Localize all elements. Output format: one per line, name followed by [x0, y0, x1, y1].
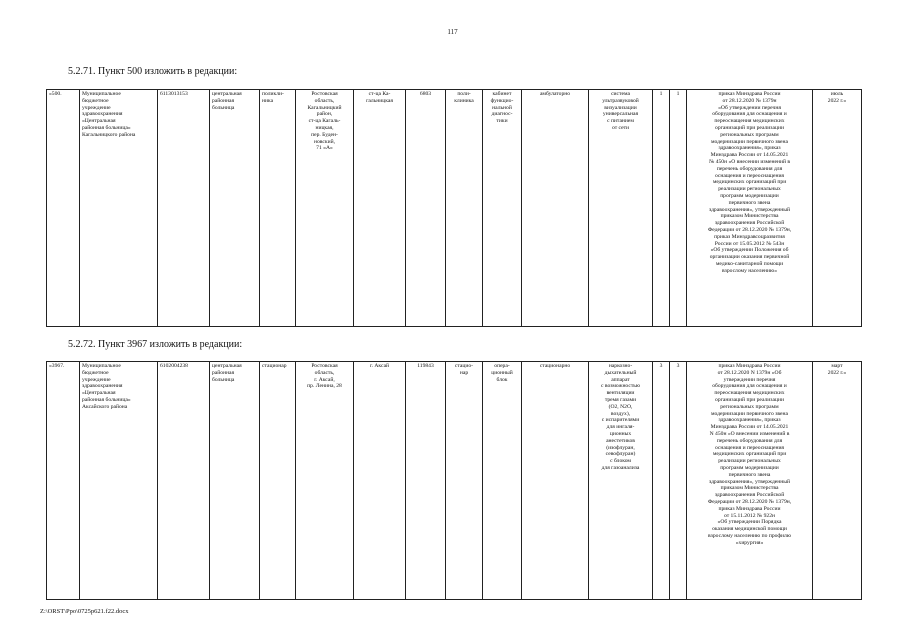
- entry-table: [46, 361, 862, 600]
- inn-code: 6102004238: [158, 362, 210, 600]
- table-row: [47, 362, 862, 600]
- legal-basis: приказ Минздрава России от 28.12.2020 N 1379н «Об утверждении перечня оборудования для оснащения и переоснащения медицинских организаций при реализации региональных программ модернизации первичного звена здравоохранения», приказ Минздрава России от 14.05.2021 N 450н «О внесении изменений в перечень оборудования для оснащения и переоснащения медицинских организаций при реализации региональных программ модернизации первичного звена здравоохранения», утвержденный приказом Министерства здравоохранения Российской Федерации от 28.12.2020 № 1379н, приказ Минздрава России от 15.11.2012 № 922н «Об утверждении Порядка оказания медицинской помощи взрослому населению по профилю «хирургия»: [687, 362, 813, 600]
- organization-type: центральная районная больница: [210, 362, 260, 600]
- locality: ст-ца Ка- гальницкая: [354, 90, 406, 327]
- subdivision: стационар: [260, 362, 296, 600]
- legal-basis: приказ Минздрава России от 28.12.2020 № 1379н «Об утверждении перечня оборудования для оснащения и переоснащения медицинских организаций при реализации региональных программ модернизации первичного звена здравоохранения», приказ Минздрава России от 14.05.2021 № 450н «О внесении изменений в перечень оборудования для оснащения и переоснащения медицинских организаций при реализации региональных программ модернизации первичного звена здравоохранения», утвержденный приказом Министерства здравоохранения Российской Федерации от 28.12.2020 № 1379н, приказ Минздравсоцразвития России от 15.05.2012 № 543н «Об утверждении Положения об организации оказания первичной медико-санитарной помощи взрослому населению»: [687, 90, 813, 327]
- equipment: наркозно- дыхательный аппарат с возможностью вентиляции тремя газами (O2, N2O, воздух), с испарителями для ингаля- ционных анестетиков (изофлуран, севофлуран) с блоком для газоанализа: [589, 362, 653, 600]
- quantity-1: 1: [653, 90, 670, 327]
- care-condition: амбулаторно: [522, 90, 589, 327]
- department: поли- клиника: [446, 90, 483, 327]
- care-condition: стационарно: [522, 362, 589, 600]
- file-path-footer: Z:\ORST\Ppo\0725p621.f22.docx: [40, 608, 129, 615]
- organization-type: центральная районная больница: [210, 90, 260, 327]
- address: Ростовская область, г. Аксай, пр. Ленина, 28: [296, 362, 354, 600]
- quantity-2: 3: [670, 362, 687, 600]
- organization-name: Муниципальное бюджетное учреждение здравоохранения «Центральная районная больница» Аксайского района: [80, 362, 158, 600]
- section-heading: 5.2.72. Пункт 3967 изложить в редакции:: [68, 339, 243, 350]
- deadline: март 2022 г.»: [813, 362, 862, 600]
- entry-number: «500.: [47, 90, 80, 327]
- table-row: [47, 90, 862, 327]
- equipment: система ультразвуковой визуализации универсальная с питанием от сети: [589, 90, 653, 327]
- address: Ростовская область, Кагальницкий район, ст-ца Кагаль- ницкая, пер. Буден- новский, 71 «А»: [296, 90, 354, 327]
- entry-table: [46, 89, 862, 327]
- code-index: 6803: [406, 90, 446, 327]
- entry-number: «3967.: [47, 362, 80, 600]
- department: стацио- нар: [446, 362, 483, 600]
- room: опера- ционный блок: [483, 362, 522, 600]
- room: кабинет функцио- нальной диагнос- тики: [483, 90, 522, 327]
- deadline: июль 2022 г.»: [813, 90, 862, 327]
- code-index: 119843: [406, 362, 446, 600]
- page-number: 117: [447, 28, 458, 36]
- organization-name: Муниципальное бюджетное учреждение здравоохранения «Центральная районная больница» Кагальницкого района: [80, 90, 158, 327]
- inn-code: 6113013153: [158, 90, 210, 327]
- quantity-1: 3: [653, 362, 670, 600]
- subdivision: поликли- ника: [260, 90, 296, 327]
- quantity-2: 1: [670, 90, 687, 327]
- section-heading: 5.2.71. Пункт 500 изложить в редакции:: [68, 66, 238, 77]
- locality: г. Аксай: [354, 362, 406, 600]
